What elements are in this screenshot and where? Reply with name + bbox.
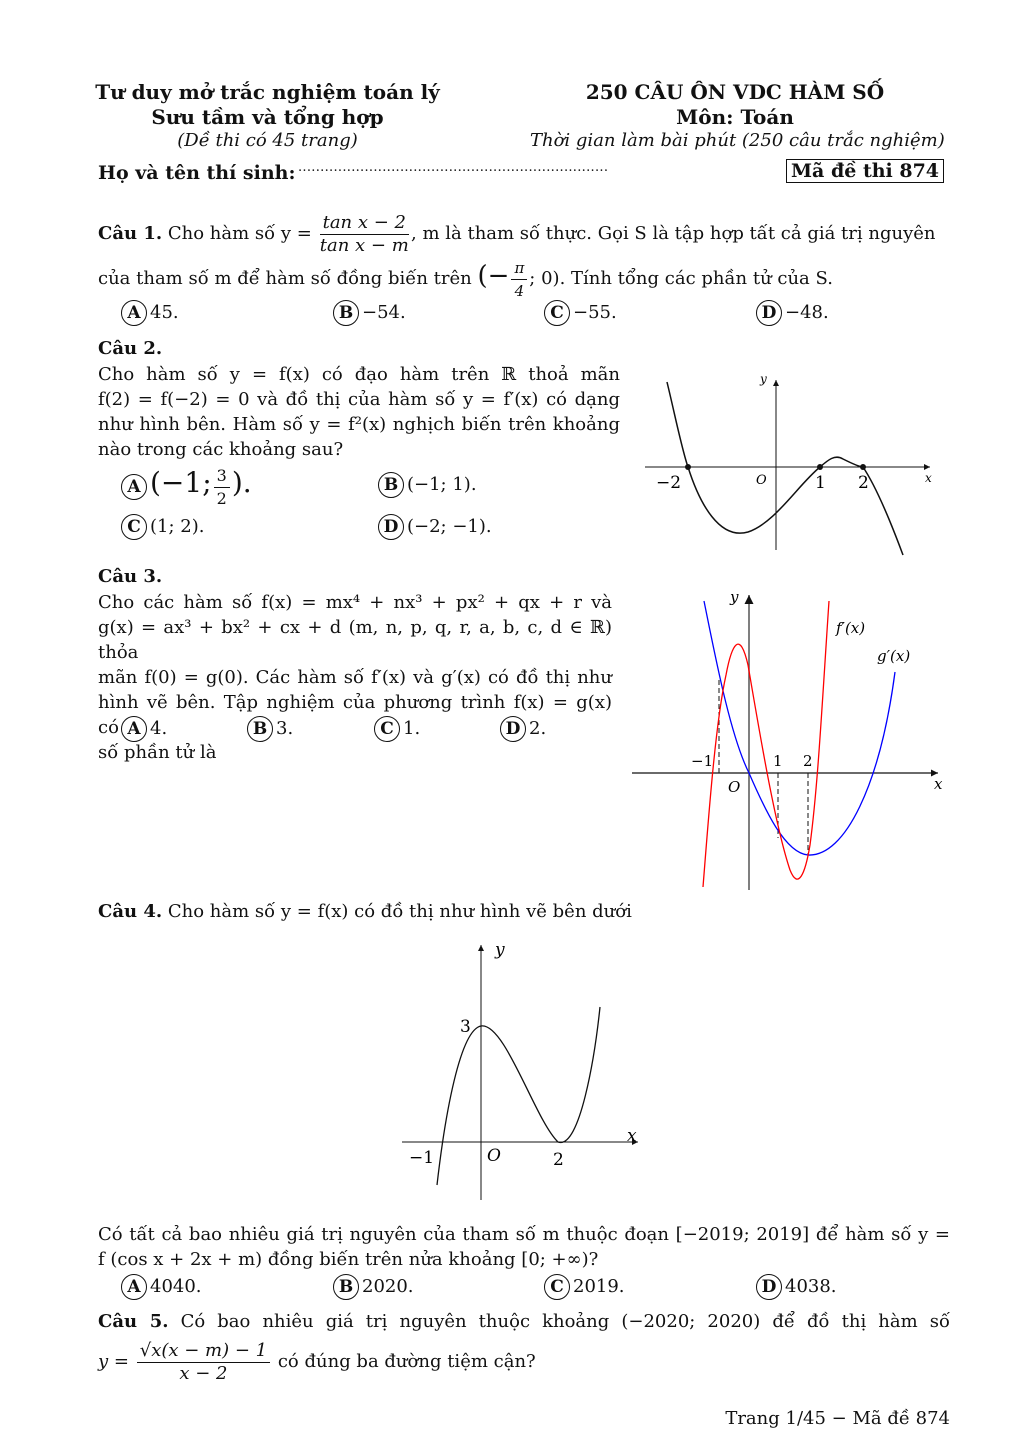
option-letter: B xyxy=(333,300,359,326)
fraction-numerator: π xyxy=(511,257,527,280)
question-5-line2 xyxy=(98,1338,536,1386)
q1-interval: (− xyxy=(477,261,510,291)
q4-graph xyxy=(395,935,645,1205)
q5-text: Có bao nhiêu giá trị nguyên thuộc khoảng (−2020; 2020) để đồ thị hàm số xyxy=(180,1311,951,1332)
fraction-denominator: x − 2 xyxy=(179,1362,228,1384)
q2-option-c[interactable] xyxy=(121,514,204,540)
q1-option-b[interactable] xyxy=(333,300,406,326)
text-line: f (cos x + 2x + m) đồng biến trên nửa khoảng [0; +∞)? xyxy=(98,1249,599,1270)
y-axis-label: y xyxy=(495,940,505,960)
text-line: Cho các hàm số f(x) = mx⁴ + nx³ + px² + qx + r và xyxy=(98,592,612,613)
q1-text: của tham số m để hàm số đồng biến trên xyxy=(98,268,472,289)
text-line: Cho hàm số y = f(x) có đạo hàm trên ℝ thoả mãn xyxy=(98,364,620,385)
option-letter: A xyxy=(121,716,147,742)
candidate-name-field[interactable]: ...................................................................... xyxy=(298,160,609,175)
y-axis-label: y xyxy=(730,588,739,606)
point-marker xyxy=(685,464,691,470)
question-2-text xyxy=(98,362,620,462)
point-marker xyxy=(860,464,866,470)
q4-text: Cho hàm số y = f(x) có đồ thị như hình vẽ bên dưới xyxy=(167,901,632,922)
f-prime-label: f′(x) xyxy=(836,619,866,637)
option-fraction xyxy=(214,465,230,510)
text-line: mãn f(0) = g(0). Các hàm số f′(x) và g′(x) có đồ thị như xyxy=(98,667,612,688)
q3-option-c[interactable] xyxy=(374,716,420,742)
q1-option-c[interactable] xyxy=(544,300,617,326)
option-letter: C xyxy=(374,716,400,742)
tick-label: 1 xyxy=(815,473,826,493)
tick-label: 3 xyxy=(460,1017,471,1037)
q4-option-d[interactable] xyxy=(756,1274,837,1300)
question-3-label: Câu 3. xyxy=(98,566,163,587)
option-letter: B xyxy=(247,716,273,742)
fraction-numerator: tan x − 2 xyxy=(320,212,409,235)
option-letter: D xyxy=(500,716,526,742)
option-text: −55. xyxy=(573,302,617,323)
q1-text: , m là tham số thực. Gọi S là tập hợp tất cả giá trị nguyên xyxy=(411,223,936,244)
option-text: 2020. xyxy=(362,1276,414,1297)
option-text: −48. xyxy=(785,302,829,323)
question-label: Câu 1. xyxy=(98,223,163,244)
page-footer: Trang 1/45 − Mã đề 874 xyxy=(725,1408,950,1429)
tick-label: 2 xyxy=(858,473,869,493)
option-text: (−1; 1). xyxy=(407,474,477,495)
option-text: 1. xyxy=(403,718,421,739)
q5-text: y = xyxy=(98,1351,129,1372)
tick-label: 2 xyxy=(553,1150,564,1170)
option-letter: B xyxy=(378,472,404,498)
question-1-line1 xyxy=(98,210,936,258)
q4-option-a[interactable] xyxy=(121,1274,202,1300)
header-left-subtitle: Sưu tầm và tổng hợp xyxy=(151,105,384,129)
option-text: −54. xyxy=(362,302,406,323)
g-prime-label: g′(x) xyxy=(877,647,911,665)
header-subject: Môn: Toán xyxy=(676,105,794,129)
option-text: 2019. xyxy=(573,1276,625,1297)
option-text: (−1; xyxy=(150,466,212,499)
x-axis-label: x xyxy=(925,471,932,485)
fraction-denominator: tan x − m xyxy=(319,234,409,256)
option-text: 4. xyxy=(150,718,168,739)
option-text: ). xyxy=(231,466,252,499)
header-time: Thời gian làm bài phút (250 câu trắc nghiệm) xyxy=(530,130,945,151)
option-text: (−2; −1). xyxy=(407,516,492,537)
option-text: 2. xyxy=(529,718,547,739)
tick-label: −1 xyxy=(691,752,714,770)
option-letter: A xyxy=(121,474,147,500)
q5-text: có đúng ba đường tiệm cận? xyxy=(277,1351,536,1372)
candidate-name-label: Họ và tên thí sinh: xyxy=(98,162,296,184)
q2-option-a[interactable] xyxy=(121,458,252,512)
x-axis-label: x xyxy=(934,775,943,793)
question-1-line2 xyxy=(98,255,833,302)
q4-option-b[interactable] xyxy=(333,1274,414,1300)
q5-fraction xyxy=(137,1340,270,1385)
question-5-line1 xyxy=(98,1311,950,1332)
header-page-count: (Dề thi có 45 trang) xyxy=(177,130,358,151)
header-exam-title: 250 CÂU ÔN VDC HÀM SỐ xyxy=(585,80,885,104)
header-left-title: Tư duy mở trắc nghiệm toán lý xyxy=(95,80,440,104)
g-prime-curve xyxy=(704,601,895,855)
q1-text: Cho hàm số y = xyxy=(167,223,312,244)
option-text: 45. xyxy=(150,302,179,323)
text-line: g(x) = ax³ + bx² + cx + d (m, n, p, q, r, a, b, c, d ∈ ℝ) thỏa xyxy=(98,617,612,663)
option-text: (1; 2). xyxy=(150,516,205,537)
x-axis-label: x xyxy=(627,1126,637,1146)
tick-label: −2 xyxy=(656,473,682,493)
question-4-text xyxy=(98,1222,950,1272)
fraction-denominator: 4 xyxy=(514,281,525,300)
option-letter: D xyxy=(756,1274,782,1300)
fraction-numerator: 3 xyxy=(214,465,230,488)
text-line: như hình bên. Hàm số y = f²(x) nghịch biến trên khoảng xyxy=(98,414,620,435)
y-axis-label: y xyxy=(760,372,767,386)
option-letter: A xyxy=(121,300,147,326)
tick-label: 1 xyxy=(773,752,783,770)
q3-graph xyxy=(630,585,950,895)
fraction-numerator: √x(x − m) − 1 xyxy=(137,1340,270,1363)
question-2-label: Câu 2. xyxy=(98,338,163,359)
text-line: hình vẽ bên. Tập nghiệm của phương trình f(x) = g(x) có xyxy=(98,692,612,738)
q1-interval-fraction xyxy=(511,257,527,302)
q1-text: . Tính tổng các phần tử của S. xyxy=(559,268,833,289)
question-label: Câu 5. xyxy=(98,1311,169,1332)
question-4-intro xyxy=(98,901,632,922)
option-text: 4040. xyxy=(150,1276,202,1297)
q1-fraction xyxy=(320,212,409,257)
point-marker xyxy=(817,464,823,470)
exam-code-box: Mã đề thi 874 xyxy=(786,159,944,183)
text-line: nào trong các khoảng sau? xyxy=(98,439,344,460)
q2-option-d[interactable] xyxy=(378,514,492,540)
text-line: f(2) = f(−2) = 0 và đồ thị của hàm số y = f′(x) có dạng xyxy=(98,389,620,410)
q2-graph xyxy=(630,370,950,560)
option-text: 3. xyxy=(276,718,294,739)
option-letter: C xyxy=(544,1274,570,1300)
q3-option-a[interactable] xyxy=(121,716,167,742)
tick-label: −1 xyxy=(409,1148,435,1168)
text-line: số phần tử là xyxy=(98,742,217,763)
q1-interval: ; 0) xyxy=(529,268,560,289)
option-letter: A xyxy=(121,1274,147,1300)
q3-option-d[interactable] xyxy=(500,716,546,742)
text-line: Có tất cả bao nhiêu giá trị nguyên của tham số m thuộc đoạn [−2019; 2019] để hàm số y = xyxy=(98,1224,950,1245)
option-letter: D xyxy=(756,300,782,326)
option-text: 4038. xyxy=(785,1276,837,1297)
origin-label: O xyxy=(728,778,741,796)
q1-option-d[interactable] xyxy=(756,300,829,326)
q2-option-b[interactable] xyxy=(378,472,477,498)
option-letter: C xyxy=(544,300,570,326)
tick-label: 2 xyxy=(803,752,813,770)
option-letter: B xyxy=(333,1274,359,1300)
question-label: Câu 4. xyxy=(98,901,163,922)
q3-option-b[interactable] xyxy=(247,716,293,742)
q4-option-c[interactable] xyxy=(544,1274,625,1300)
f-prime-curve xyxy=(703,601,829,887)
fraction-denominator: 2 xyxy=(216,488,227,508)
derivative-curve xyxy=(667,382,903,555)
option-letter: C xyxy=(121,514,147,540)
option-letter: D xyxy=(378,514,404,540)
origin-label: O xyxy=(756,473,767,488)
q1-option-a[interactable] xyxy=(121,300,179,326)
origin-label: O xyxy=(487,1146,501,1166)
